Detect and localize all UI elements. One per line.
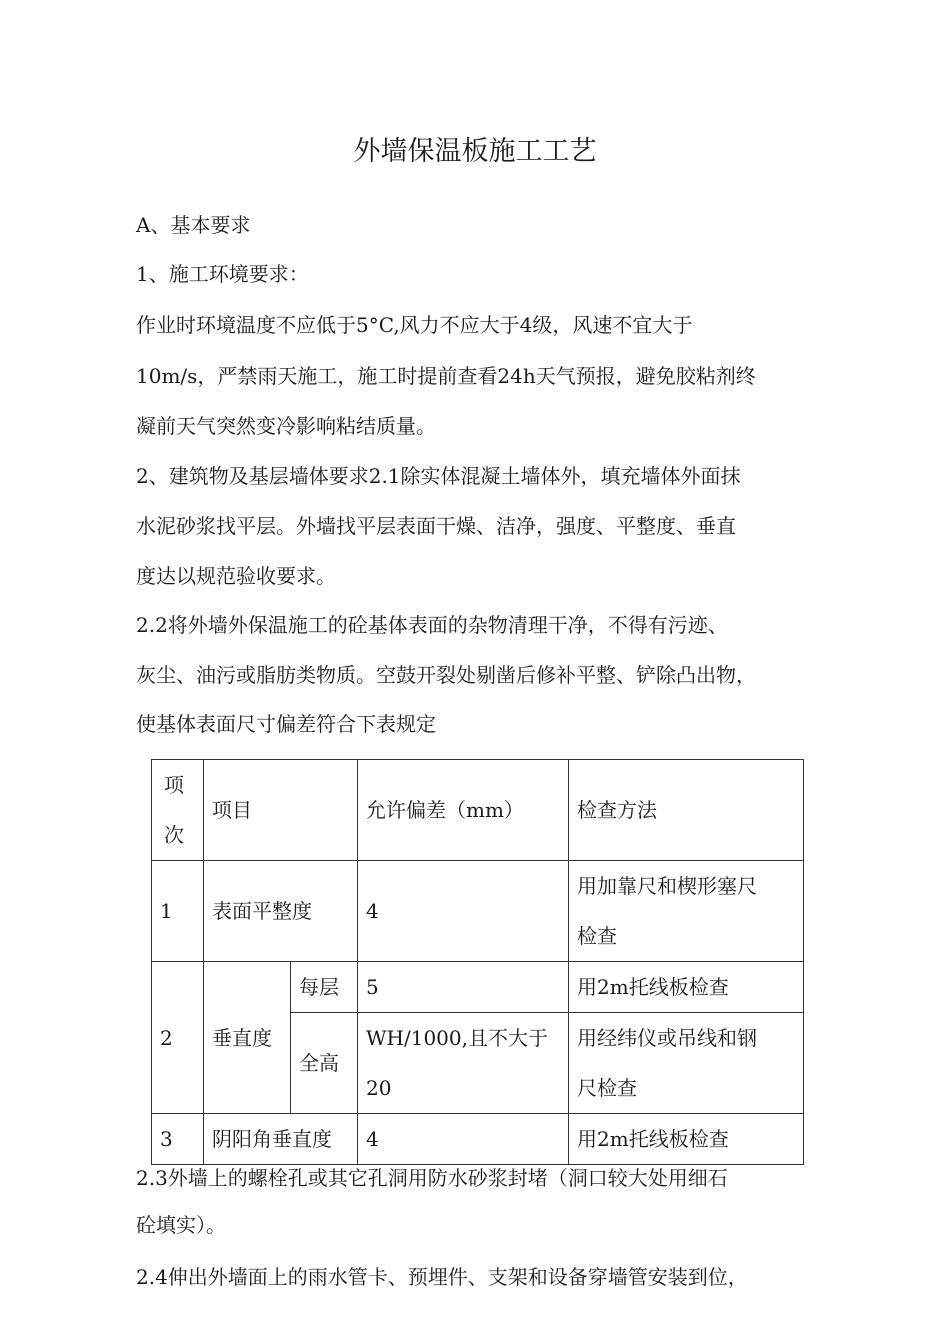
paragraph-line: 2.4伸出外墙面上的雨水管卡、预埋件、支架和设备穿墙管安装到位， xyxy=(136,1265,748,1289)
paragraph-line: 灰尘、油污或脂肪类物质。空鼓开裂处剔凿后修补平整、铲除凸出物， xyxy=(136,663,756,687)
cell-tolerance-line: WH/1000,且不大于 xyxy=(366,1026,548,1050)
cell-tolerance xyxy=(358,1013,569,1114)
tolerance-table xyxy=(151,759,804,1165)
cell-tolerance: 4 xyxy=(358,861,569,962)
subheading-environment: 1、施工环境要求： xyxy=(136,262,309,286)
cell-item: 垂直度 xyxy=(204,962,291,1114)
cell-subitem: 每层 xyxy=(291,962,358,1013)
header-cell-no xyxy=(152,760,204,861)
cell-tolerance-line: 20 xyxy=(366,1076,392,1100)
table-row xyxy=(152,1114,804,1165)
paragraph-line: 2.3外墙上的螺栓孔或其它孔洞用防水砂浆封堵（洞口较大处用细石 xyxy=(136,1166,728,1190)
cell-method: 用2m托线板检查 xyxy=(569,1114,804,1165)
paragraph-line: 水泥砂浆找平层。外墙找平层表面干燥、洁净，强度、平整度、垂直 xyxy=(136,514,736,538)
header-cell-tolerance: 允许偏差（mm） xyxy=(358,760,569,861)
cell-no: 2 xyxy=(152,962,204,1114)
cell-method-line: 用经纬仪或吊线和钢 xyxy=(577,1026,757,1050)
paragraph-line: 2.2将外墙外保温施工的砼基体表面的杂物清理干净，不得有污迹、 xyxy=(136,613,728,637)
cell-method-line: 尺检查 xyxy=(577,1076,637,1100)
table-row xyxy=(152,962,804,1013)
cell-method xyxy=(569,861,804,962)
cell-no: 3 xyxy=(152,1114,204,1165)
paragraph-line: 作业时环境温度不应低于5°C,风力不应大于4级，风速不宜大于 xyxy=(136,313,693,337)
cell-method-line: 用加靠尺和楔形塞尺 xyxy=(577,874,757,898)
cell-tolerance: 5 xyxy=(358,962,569,1013)
header-no-line: 项 xyxy=(164,773,184,797)
table-header-row xyxy=(152,760,804,861)
paragraph-line: 10m/s，严禁雨天施工，施工时提前查看24h天气预报，避免胶粘剂终 xyxy=(136,364,756,388)
header-cell-item: 项目 xyxy=(204,760,358,861)
paragraph-line: 砼填实）。 xyxy=(136,1213,226,1237)
cell-method xyxy=(569,1013,804,1114)
cell-item: 阴阳角垂直度 xyxy=(204,1114,358,1165)
paragraph-line: 2、建筑物及基层墙体要求2.1除实体混凝土墙体外，填充墙体外面抹 xyxy=(136,464,741,488)
cell-no: 1 xyxy=(152,861,204,962)
cell-tolerance: 4 xyxy=(358,1114,569,1165)
cell-method-line: 检查 xyxy=(577,924,617,948)
paragraph-line: 度达以规范验收要求。 xyxy=(136,564,336,588)
cell-subitem: 全高 xyxy=(291,1013,358,1114)
header-cell-method: 检查方法 xyxy=(569,760,804,861)
page-title: 外墙保温板施工工艺 xyxy=(353,136,597,167)
paragraph-line: 凝前天气突然变冷影响粘结质量。 xyxy=(136,414,436,438)
paragraph-line: 使基体表面尺寸偏差符合下表规定 xyxy=(136,712,436,736)
cell-method: 用2m托线板检查 xyxy=(569,962,804,1013)
cell-item: 表面平整度 xyxy=(204,861,358,962)
table-row xyxy=(152,861,804,962)
section-heading-basic-requirements: A、基本要求 xyxy=(136,213,251,237)
header-no-line: 次 xyxy=(164,823,184,847)
